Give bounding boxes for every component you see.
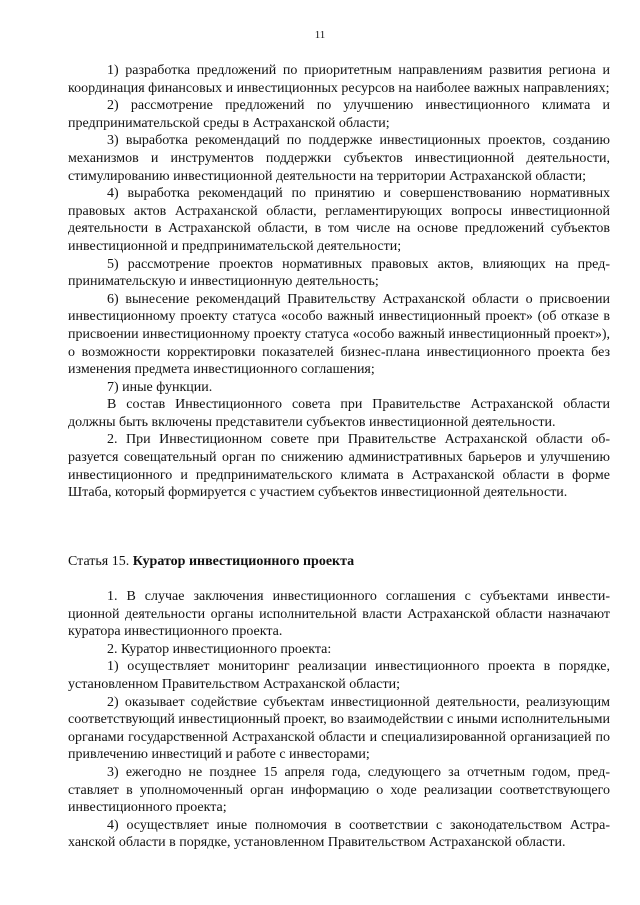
paragraph: 1. В случае заключения инвестиционного соглашения с субъектами инвестиционной деятельности органы исполнительной власти Астраханской области назначают куратора инвестиционного проекта.: [68, 589, 610, 640]
paragraph: 6) вынесение рекомендаций Правительству Астраханской области о присвоении инвестиционному проекту статуса «особо важный инвестиционный проект» (об отказе в присвоении инвестиционному проекту статуса «особо важный инвестиционный проект»), о возможности корректировки показателей бизнес-плана инвестиционного проекта без изменения предмета инвестиционного соглашения;: [68, 291, 610, 378]
paragraph: 4) выработка рекомендаций по принятию и совершенствованию нормативных правовых актов Астраханской области, регламентирующих вопросы инвестиционной деятельности в Астраханской области, в том числе на основе предложений субъектов инвестиционной и предпринимательской деятельности;: [68, 186, 610, 254]
paragraph: 2. При Инвестиционном совете при Правительстве Астраханской области образуется совещательный орган по снижению административных барьеров и улучшению инвестиционного и предпринимательского климата в Астраханской области в форме Штаба, который формируется с участием субъектов инвестиционной деятельности.: [68, 432, 610, 501]
paragraph: 2) рассмотрение предложений по улучшению инвестиционного климата и предпринимательской среды в Астраханской области;: [68, 98, 610, 131]
paragraph: 1) осуществляет мониторинг реализации инвестиционного проекта в порядке, установленном Правительством Астраханской области;: [68, 659, 610, 692]
paragraph: 3) выработка рекомендаций по поддержке инвестиционных проектов, созданию механизмов и инструментов поддержки субъектов инвестиционной деятельности, стимулированию инвестиционной деятельности на территории Астраханской области;: [68, 133, 610, 184]
article-title: Куратор инвестиционного проекта: [132, 554, 355, 569]
paragraph: 4) осуществляет иные полномочия в соответствии с законодательством Астраханской области в порядке, установленном Правительством Астраханской области.: [68, 817, 610, 851]
paragraph: В состав Инвестиционного совета при Правительстве Астраханской области должны быть включены представители субъектов инвестиционной деятельности.: [68, 397, 610, 430]
paragraph: 5) рассмотрение проектов нормативных правовых актов, влияющих на предпринимательскую и инвестиционную деятельность;: [68, 256, 610, 290]
paragraph: 2. Куратор инвестиционного проекта:: [107, 641, 332, 657]
paragraph: 1) разработка предложений по приоритетным направлениям развития региона и координация финансовых и инвестиционных ресурсов на наиболее важных направлениях;: [68, 63, 610, 96]
paragraph: 3) ежегодно не позднее 15 апреля года, следующего за отчетным годом, представляет в уполномоченный орган информацию о ходе реализации соответствующего инвестиционного проекта;: [68, 764, 610, 816]
article-number: Статья 15.: [68, 554, 133, 569]
paragraph: 2) оказывает содействие субъектам инвестиционной деятельности, реализующим соответствующий инвестиционный проект, во взаимодействии с иными исполнительными органами государственной Астраханской области и специализированной организацией по привлечению инвестиций и работе с инвесторами;: [68, 694, 610, 763]
paragraph: 7) иные функции.: [107, 379, 213, 395]
page-number: 11: [314, 29, 326, 41]
document-body-bottom: [68, 588, 610, 852]
article-heading: [68, 553, 354, 571]
document-body-top: [68, 62, 610, 502]
